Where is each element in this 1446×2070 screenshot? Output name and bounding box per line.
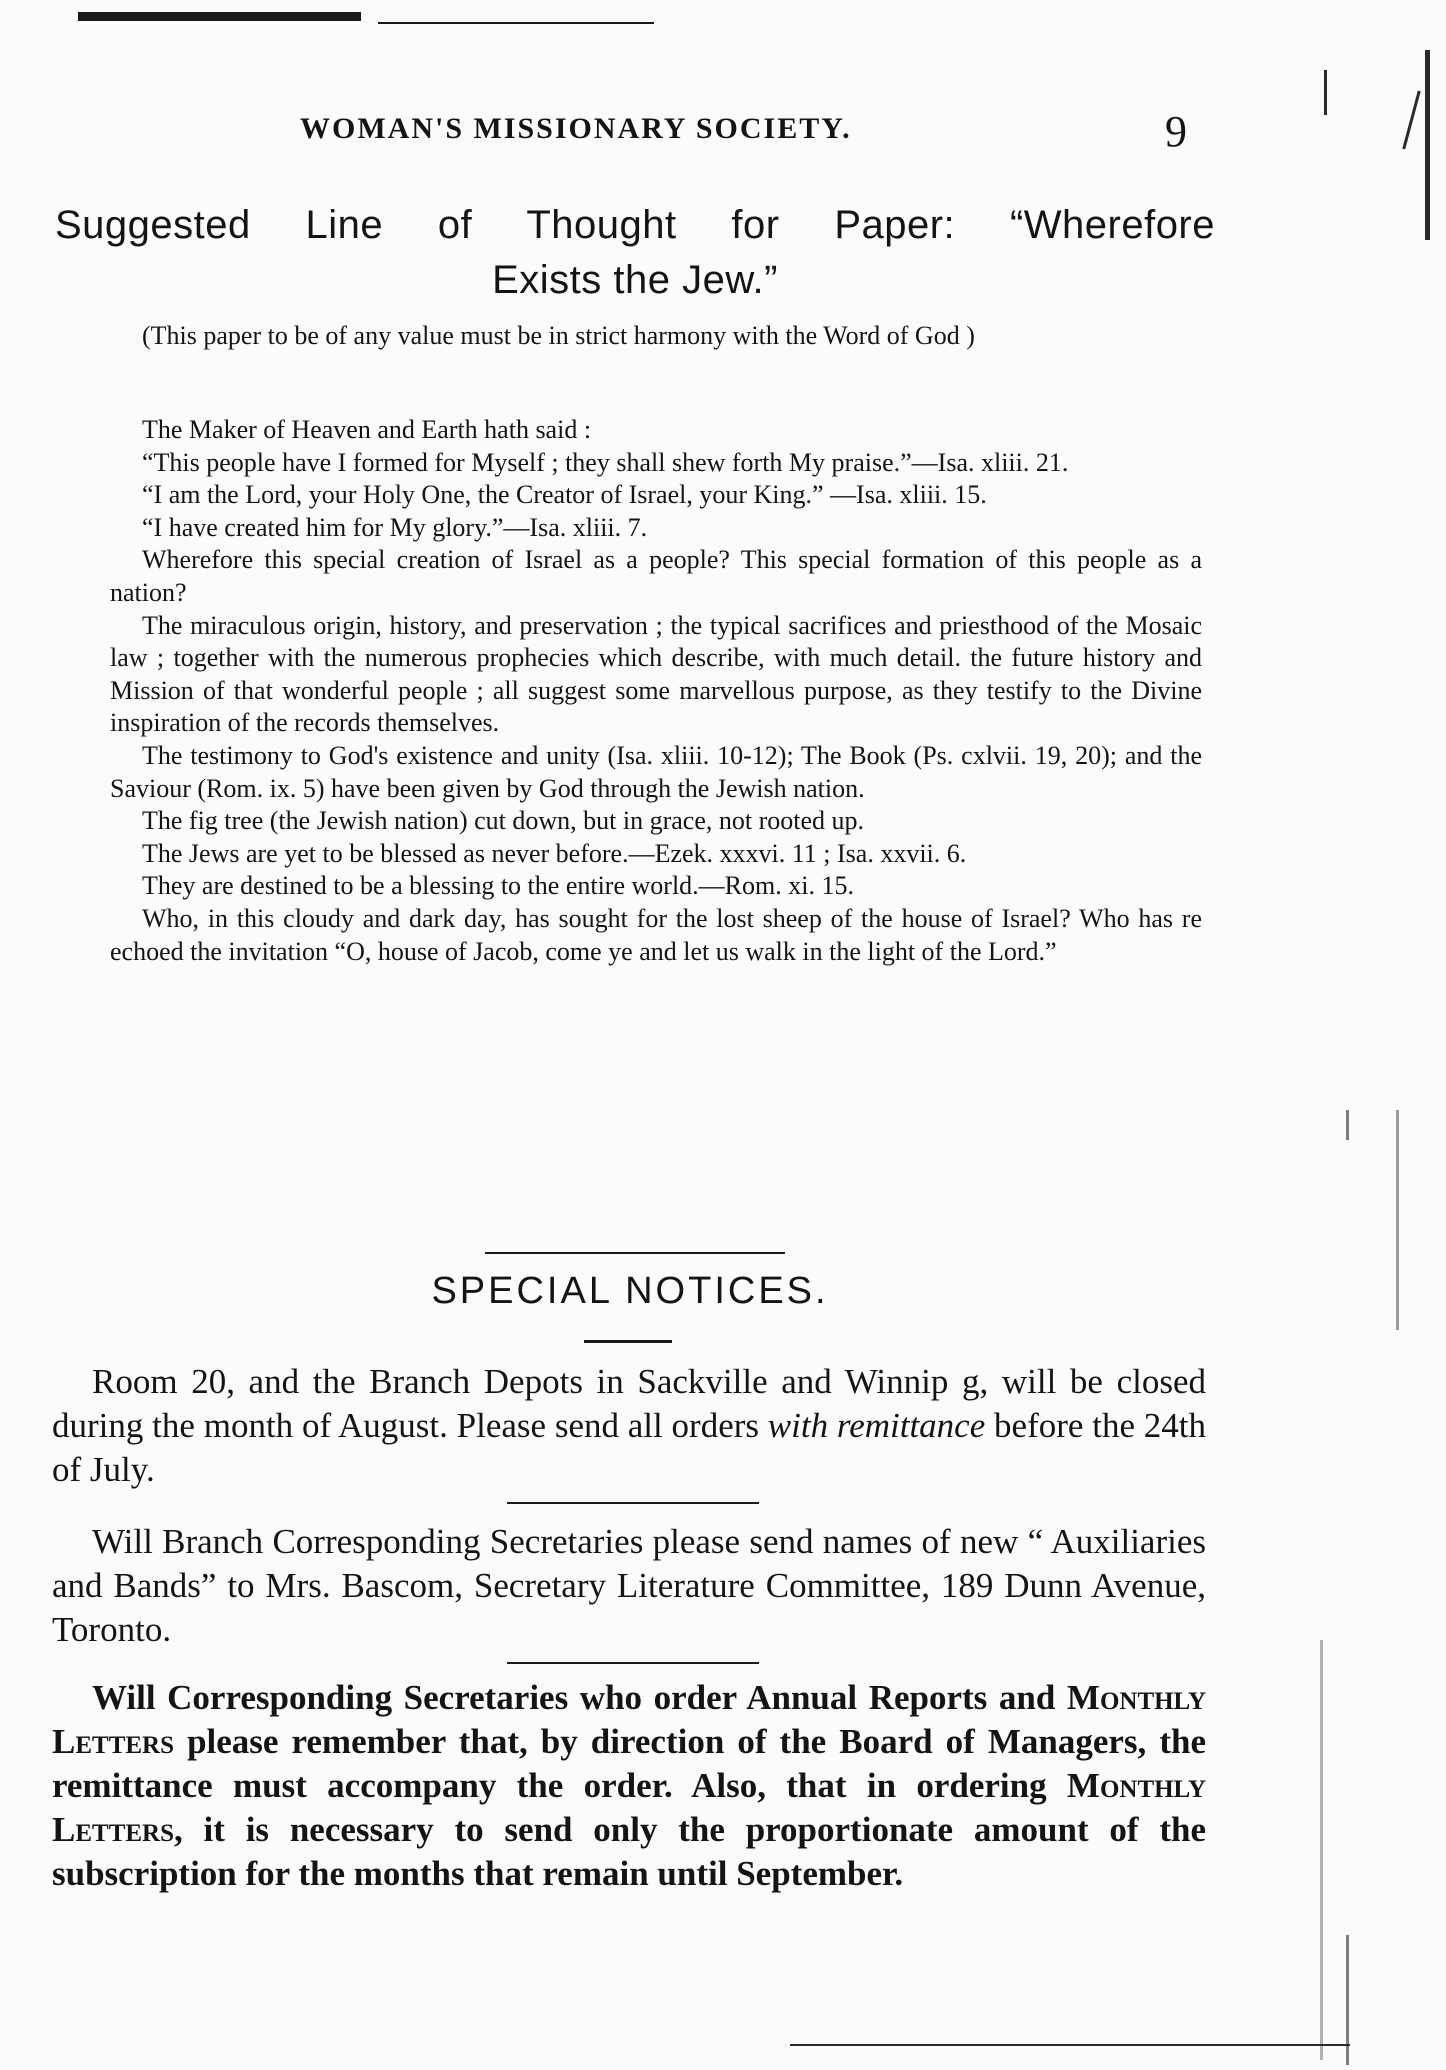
top-rule-thick: [78, 12, 361, 21]
scan-edge-mark: [1402, 91, 1420, 150]
scan-edge-mark: [1425, 50, 1430, 240]
notice-closing-tail: before the 24th of July.: [52, 1406, 1206, 1489]
article-paragraph: “I have created him for My glory.”—Isa. xliii. 7.: [142, 512, 648, 542]
article-title: [55, 198, 1215, 308]
scan-edge-mark: [1324, 70, 1327, 115]
article-paragraph: The Maker of Heaven and Earth hath said :: [142, 415, 592, 444]
article-paragraph: Wherefore this special creation of Israel as a people? This special formation of this people as a nation?: [110, 545, 1202, 607]
title-rule: [584, 1340, 672, 1343]
article-paragraph: “I am the Lord, your Holy One, the Creator of Israel, your King.” —Isa. xliii. 15.: [142, 480, 987, 510]
article-paragraph: The testimony to God's existence and unity (Isa. xliii. 10-12); The Book (Ps. cxlvii. 19, 20); and the Saviour (Rom. ix. 5) have been given by God through the Jewish nation.: [110, 740, 1202, 803]
notice-remittance-text-2: please remember that, by direction of the Board of Managers, the remittance must accompany the order. Also, that in ordering: [52, 1722, 1206, 1805]
article-paragraph: Who, in this cloudy and dark day, has sought for the lost sheep of the house of Israel? Who has re echoed the invitation “O, house of Jacob, come ye and let us walk in the light of the Lord.”: [110, 903, 1202, 966]
notices-title: SPECIAL NOTICES.: [431, 1270, 829, 1312]
article-paragraph: They are destined to be a blessing to the entire world.—Rom. xi. 15.: [142, 871, 854, 901]
scan-edge-mark: [790, 2044, 1350, 2046]
notice-remittance-text: Will Corresponding Secretaries who order Annual Reports and: [92, 1678, 1067, 1717]
scan-edge-mark: [1346, 1110, 1349, 1140]
notice-closing-emphasis: with remittance: [767, 1406, 986, 1445]
article-paragraph: The fig tree (the Jewish nation) cut down, but in grace, not rooted up.: [142, 806, 865, 836]
scan-edge-mark: [1320, 1640, 1323, 2060]
article-title-line2: Exists the Jew.”: [492, 258, 778, 302]
notice-secretaries-text: Will Branch Corresponding Secretaries please send names of new “ Auxiliaries and Bands” to Mrs. Bascom, Secretary Literature Committee, 189 Dunn Avenue, Toronto.: [52, 1522, 1206, 1649]
notice-secretaries: [52, 1520, 1206, 1652]
section-divider: [485, 1252, 785, 1254]
notice-remittance-text-3: , it is necessary to send only the proportionate amount of the subscription for the months that remain until September.: [52, 1810, 1206, 1893]
top-rule-thin: [378, 22, 654, 24]
notice-remittance: [52, 1676, 1206, 1896]
scan-edge-mark: [1396, 1110, 1399, 1330]
article-body: [110, 414, 1202, 968]
monthly-letters-term: Monthly Letters: [52, 1678, 1206, 1761]
notice-closing: [52, 1360, 1206, 1492]
notice-divider: [507, 1662, 759, 1664]
monthly-letters-term: Monthly Letters: [52, 1766, 1206, 1849]
notice-divider: [507, 1502, 759, 1504]
article-title-line1: Suggested Line of Thought for Paper: “Wherefore: [55, 203, 1215, 247]
article-intro: (This paper to be of any value must be in strict harmony with the Word of God ): [142, 321, 975, 350]
article-paragraph: The miraculous origin, history, and preservation ; the typical sacrifices and priesthood of the Mosaic law ; together with the numerous prophecies which describe, with much detail. the future history and Mission of that wonderful people ; all suggest some marvellous purpose, as they testify to the Divine inspiration of the records themselves.: [110, 610, 1202, 738]
article-paragraph: The Jews are yet to be blessed as never before.—Ezek. xxxvi. 11 ; Isa. xxvii. 6.: [142, 838, 967, 868]
running-head: WOMAN'S MISSIONARY SOCIETY.: [300, 112, 852, 145]
page-number: 9: [1165, 107, 1187, 156]
notice-closing-text: Room 20, and the Branch Depots in Sackville and Winnip g, will be closed during the month of August. Please send all orders: [52, 1362, 1206, 1445]
article-paragraph: “This people have I formed for Myself ; they shall shew forth My praise.”—Isa. xliii. 21.: [142, 447, 1069, 477]
